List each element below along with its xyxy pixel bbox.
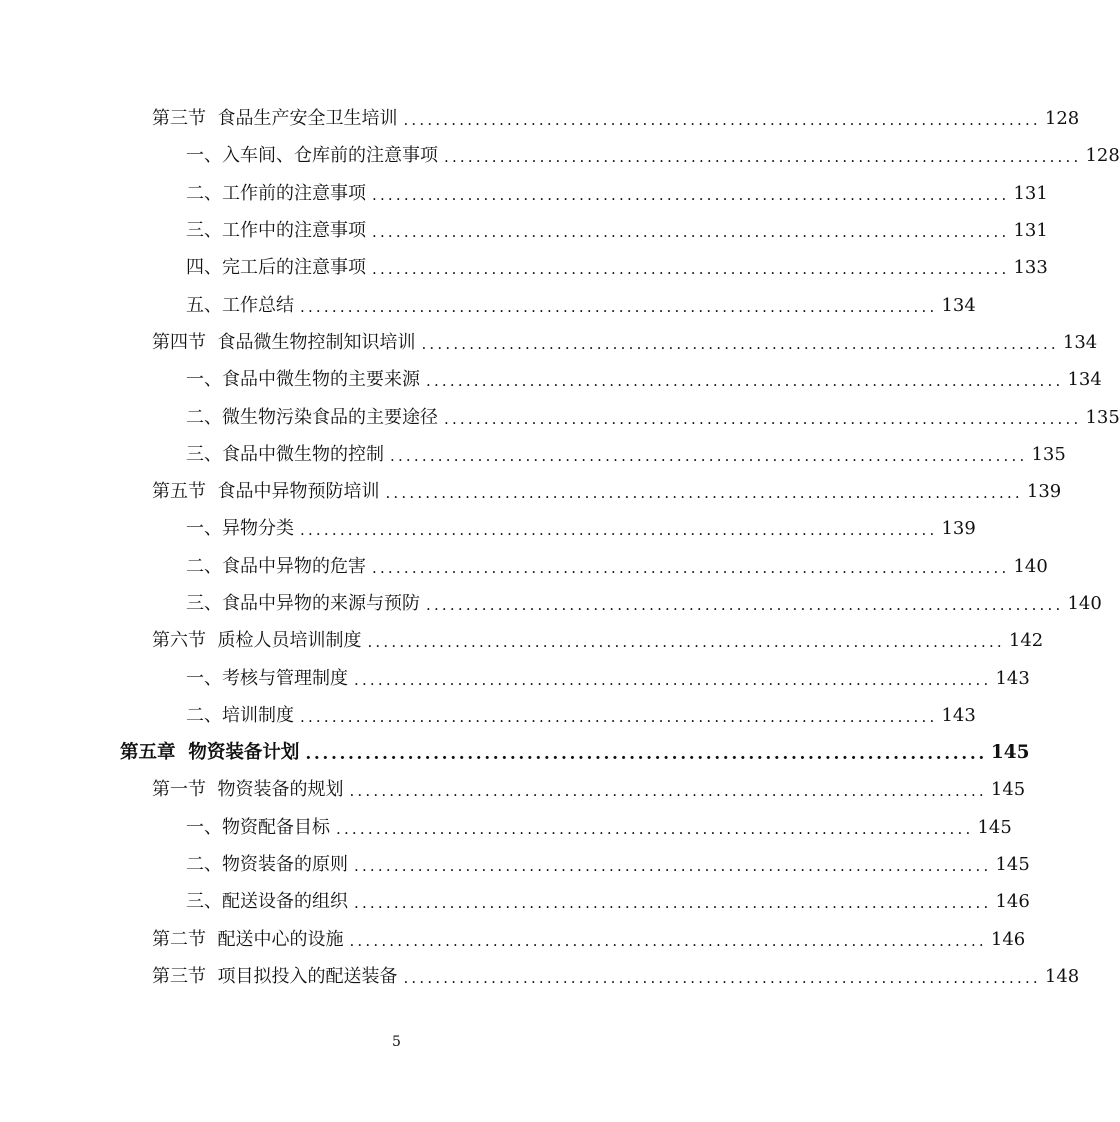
dot-leader: ................................................................................ <box>390 446 1028 465</box>
toc-entry-item[interactable] <box>0 398 1120 435</box>
toc-entry-section[interactable] <box>0 100 1080 137</box>
toc-entry-page-number: 139 <box>1026 481 1062 503</box>
toc-entry-title: 第五章 物资装备计划 <box>120 742 300 764</box>
toc-entry-title: 第三节 项目拟投入的配送装备 <box>152 965 398 987</box>
dot-leader: ................................................................................ <box>349 782 987 801</box>
toc-entry-page-number: 134 <box>1062 331 1098 353</box>
dot-leader: ................................................................................ <box>444 148 1082 167</box>
dot-leader: ................................................................................ <box>403 968 1041 987</box>
toc-entry-title: 第五节 食品中异物预防培训 <box>152 481 380 503</box>
table-of-contents <box>0 100 1120 995</box>
toc-entry-item[interactable] <box>0 809 1012 846</box>
dot-leader: ................................................................................ <box>372 558 1010 577</box>
dot-leader: ................................................................................ <box>426 596 1064 614</box>
toc-entry-title: 三、食品中异物的来源与预防 <box>186 593 420 614</box>
toc-entry-page-number: 145 <box>977 816 1012 838</box>
dot-leader: ................................................................................ <box>300 707 938 726</box>
toc-entry-title: 一、异物分类 <box>186 518 294 540</box>
dot-leader: ................................................................................ <box>300 521 938 540</box>
dot-leader: ................................................................................ <box>426 372 1064 391</box>
toc-entry-title: 三、食品中微生物的控制 <box>186 443 384 465</box>
toc-entry-page-number: 128 <box>1044 108 1080 130</box>
dot-leader: ................................................................................ <box>372 185 1010 204</box>
toc-entry-page-number: 134 <box>941 294 976 316</box>
toc-entry-title: 一、物资配备目标 <box>186 816 330 838</box>
dot-leader: ................................................................................ <box>372 260 1010 279</box>
toc-entry-item[interactable] <box>0 249 1048 286</box>
toc-entry-item[interactable] <box>0 286 976 323</box>
toc-entry-title: 三、配送设备的组织 <box>186 891 348 913</box>
toc-entry-page-number: 140 <box>1067 593 1102 614</box>
toc-entry-page-number: 135 <box>1085 406 1120 428</box>
toc-entry-page-number: 146 <box>990 928 1026 950</box>
toc-entry-page-number: 143 <box>941 704 976 726</box>
dot-leader: ................................................................................ <box>421 334 1059 353</box>
toc-entry-item[interactable] <box>0 697 976 734</box>
toc-entry-page-number: 131 <box>1013 220 1048 242</box>
toc-entry-title: 第一节 物资装备的规划 <box>152 779 344 801</box>
dot-leader: ................................................................................ <box>300 297 938 316</box>
dot-leader: ................................................................................ <box>305 744 987 765</box>
toc-entry-section[interactable] <box>0 622 1044 659</box>
toc-entry-title: 二、食品中异物的危害 <box>186 555 366 577</box>
toc-entry-item[interactable] <box>0 659 1030 696</box>
toc-entry-item[interactable] <box>0 361 1102 398</box>
toc-entry-title: 二、物资装备的原则 <box>186 854 348 876</box>
dot-leader: ................................................................................ <box>385 484 1023 503</box>
toc-entry-title: 五、工作总结 <box>186 294 294 316</box>
toc-entry-page-number: 143 <box>995 667 1030 689</box>
toc-entry-item[interactable] <box>0 548 1048 585</box>
toc-entry-item[interactable] <box>0 436 1066 473</box>
toc-entry-page-number: 140 <box>1013 555 1048 577</box>
toc-entry-title: 一、入车间、仓库前的注意事项 <box>186 145 438 167</box>
dot-leader: ................................................................................ <box>367 633 1005 652</box>
toc-entry-section[interactable] <box>0 324 1098 361</box>
dot-leader: ................................................................................ <box>444 409 1082 428</box>
toc-entry-item[interactable] <box>0 212 1048 249</box>
dot-leader: ................................................................................ <box>336 819 974 838</box>
page-number: 5 <box>392 1034 401 1050</box>
toc-entry-section[interactable] <box>0 771 1026 808</box>
dot-leader: ................................................................................ <box>354 857 992 876</box>
toc-entry-item[interactable] <box>0 137 1120 174</box>
toc-entry-page-number: 134 <box>1067 369 1102 391</box>
toc-entry-page-number: 142 <box>1008 630 1044 652</box>
dot-leader: ................................................................................ <box>349 931 987 950</box>
dot-leader: ................................................................................ <box>354 670 992 689</box>
toc-entry-title: 一、食品中微生物的主要来源 <box>186 369 420 391</box>
toc-entry-title: 二、微生物污染食品的主要途径 <box>186 406 438 428</box>
toc-entry-title: 二、培训制度 <box>186 704 294 726</box>
toc-entry-item[interactable] <box>0 175 1048 212</box>
toc-entry-page-number: 128 <box>1085 145 1120 167</box>
toc-entry-title: 三、工作中的注意事项 <box>186 220 366 242</box>
toc-entry-item[interactable] <box>0 585 1102 622</box>
dot-leader: ................................................................................ <box>403 111 1041 130</box>
toc-entry-page-number: 131 <box>1013 182 1048 204</box>
toc-entry-chapter[interactable] <box>0 734 1030 771</box>
toc-entry-page-number: 146 <box>995 891 1030 913</box>
toc-entry-title: 一、考核与管理制度 <box>186 667 348 689</box>
toc-entry-item[interactable] <box>0 846 1030 883</box>
toc-entry-page-number: 145 <box>990 742 1030 764</box>
toc-entry-title: 第四节 食品微生物控制知识培训 <box>152 331 416 353</box>
toc-entry-title: 四、完工后的注意事项 <box>186 257 366 279</box>
toc-entry-item[interactable] <box>0 883 1030 920</box>
dot-leader: ................................................................................ <box>372 223 1010 242</box>
toc-entry-section[interactable] <box>0 473 1062 510</box>
toc-entry-page-number: 135 <box>1031 443 1066 465</box>
toc-entry-page-number: 148 <box>1044 965 1080 987</box>
toc-entry-page-number: 133 <box>1013 257 1048 279</box>
toc-entry-title: 二、工作前的注意事项 <box>186 182 366 204</box>
toc-entry-item[interactable] <box>0 510 976 547</box>
toc-entry-title: 第三节 食品生产安全卫生培训 <box>152 108 398 130</box>
toc-entry-title: 第二节 配送中心的设施 <box>152 928 344 950</box>
toc-entry-section[interactable] <box>0 921 1026 958</box>
toc-entry-page-number: 145 <box>990 779 1026 801</box>
dot-leader: ................................................................................ <box>354 894 992 913</box>
toc-entry-page-number: 145 <box>995 854 1030 876</box>
toc-entry-page-number: 139 <box>941 518 976 540</box>
toc-entry-title: 第六节 质检人员培训制度 <box>152 630 362 652</box>
toc-entry-section[interactable] <box>0 958 1080 995</box>
